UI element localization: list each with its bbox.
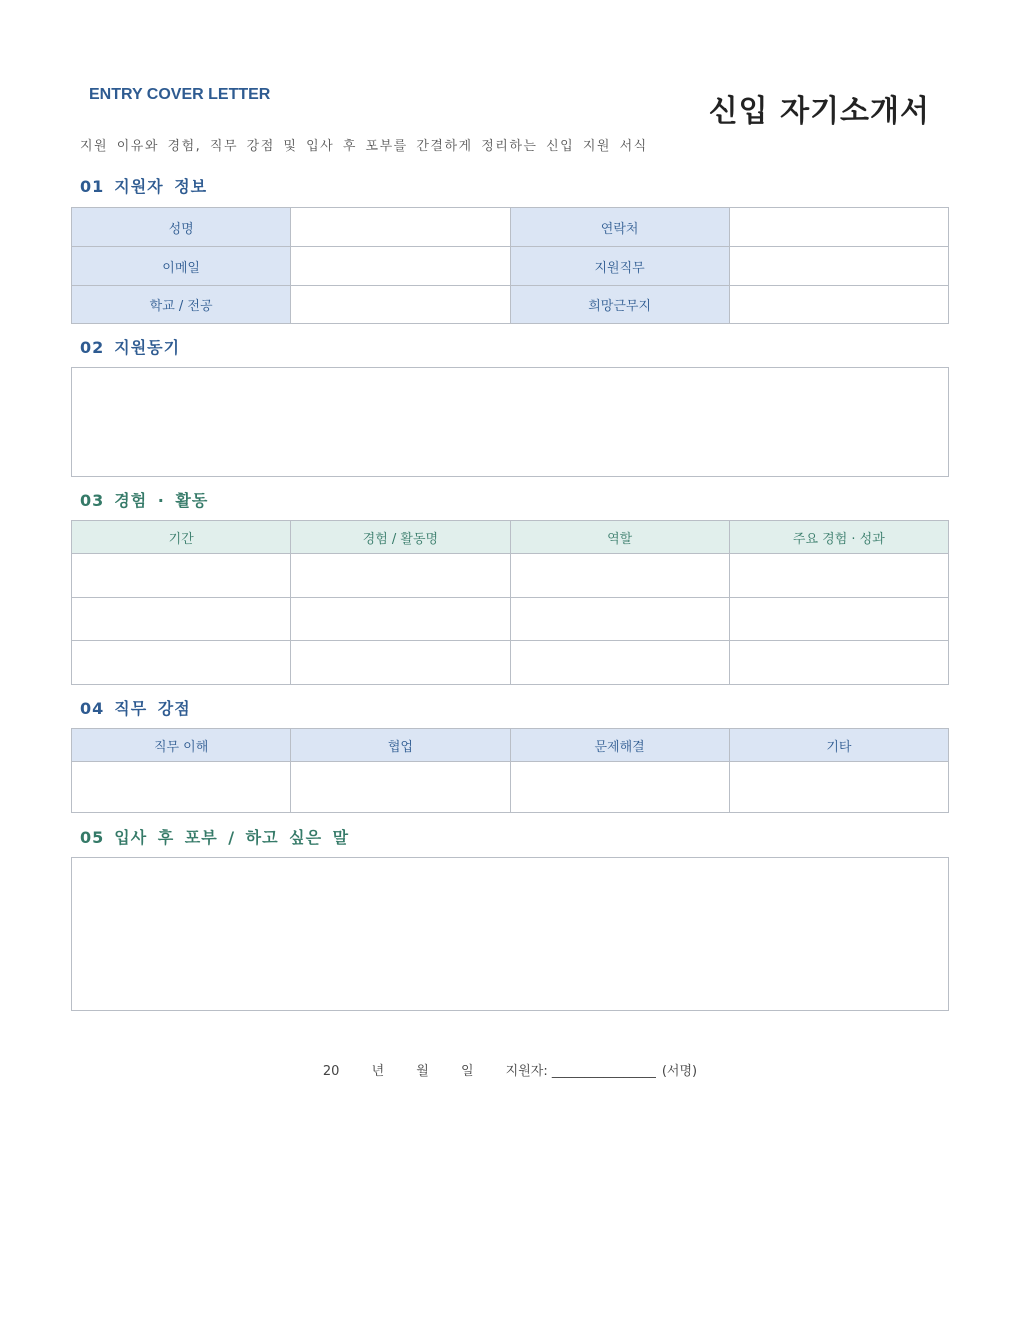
school-label: 학교 / 전공 xyxy=(72,286,291,324)
experience-header-result: 주요 경험 · 성과 xyxy=(729,521,948,554)
section-motivation-title xyxy=(80,335,180,358)
month-label: 월 xyxy=(416,1064,429,1079)
signature-blank[interactable]: ________________ xyxy=(551,1064,656,1079)
section-aspiration-title xyxy=(80,825,349,848)
strengths-header-other: 기타 xyxy=(729,729,948,762)
section-number: 02 xyxy=(80,338,105,357)
location-field[interactable] xyxy=(729,286,948,324)
year-label: 년 xyxy=(371,1064,385,1079)
strengths-header-understanding: 직무 이해 xyxy=(72,729,291,762)
section-label: 지원동기 xyxy=(114,338,181,357)
experience-header-period: 기간 xyxy=(72,521,291,554)
strengths-table xyxy=(71,728,949,813)
table-row xyxy=(72,762,949,813)
experience-cell[interactable] xyxy=(510,641,729,685)
experience-cell[interactable] xyxy=(729,641,948,685)
contact-label: 연락처 xyxy=(510,208,729,247)
experience-header-role: 역할 xyxy=(510,521,729,554)
name-label: 성명 xyxy=(72,208,291,247)
experience-cell[interactable] xyxy=(729,598,948,641)
section-number: 04 xyxy=(80,699,105,718)
section-strengths-title xyxy=(80,696,191,719)
experience-cell[interactable] xyxy=(72,641,291,685)
day-label: 일 xyxy=(460,1064,474,1079)
strengths-header-collaboration: 협업 xyxy=(291,729,510,762)
document-title: 신입 자기소개서 xyxy=(708,94,930,129)
position-label: 지원직무 xyxy=(510,247,729,286)
section-label: 경험 · 활동 xyxy=(114,491,209,510)
experience-table xyxy=(71,520,949,685)
experience-cell[interactable] xyxy=(291,554,510,598)
strengths-cell[interactable] xyxy=(729,762,948,813)
experience-cell[interactable] xyxy=(729,554,948,598)
applicant-label: 지원자: xyxy=(505,1064,552,1079)
experience-cell[interactable] xyxy=(72,598,291,641)
section-label: 지원자 정보 xyxy=(114,177,208,196)
table-row xyxy=(72,641,949,685)
aspiration-textbox[interactable] xyxy=(71,857,949,1011)
contact-field[interactable] xyxy=(729,208,948,247)
strengths-cell[interactable] xyxy=(291,762,510,813)
applicant-info-table xyxy=(71,207,949,324)
section-label: 입사 후 포부 / 하고 싶은 말 xyxy=(114,828,350,847)
strengths-cell[interactable] xyxy=(72,762,291,813)
experience-cell[interactable] xyxy=(72,554,291,598)
section-applicant-title xyxy=(80,174,207,197)
position-field[interactable] xyxy=(729,247,948,286)
section-number: 03 xyxy=(80,491,105,510)
experience-cell[interactable] xyxy=(510,598,729,641)
motivation-textbox[interactable] xyxy=(71,367,949,477)
table-row xyxy=(72,554,949,598)
email-field[interactable] xyxy=(291,247,510,286)
year-prefix: 20 xyxy=(322,1064,340,1079)
school-field[interactable] xyxy=(291,286,510,324)
signature-line xyxy=(0,1060,1020,1079)
strengths-cell[interactable] xyxy=(510,762,729,813)
sign-note: (서명) xyxy=(661,1064,698,1079)
name-field[interactable] xyxy=(291,208,510,247)
section-number: 05 xyxy=(80,828,105,847)
table-row xyxy=(72,598,949,641)
experience-cell[interactable] xyxy=(291,641,510,685)
section-label: 직무 강점 xyxy=(114,699,191,718)
eyebrow-label: ENTRY COVER LETTER xyxy=(89,86,271,103)
document-subtitle: 지원 이유와 경험, 직무 강점 및 입사 후 포부를 간결하게 정리하는 신입 지원 서식 xyxy=(80,139,648,154)
experience-header-activity: 경험 / 활동명 xyxy=(291,521,510,554)
section-experience-title xyxy=(80,488,208,511)
experience-cell[interactable] xyxy=(510,554,729,598)
strengths-header-problem-solving: 문제해결 xyxy=(510,729,729,762)
section-number: 01 xyxy=(80,177,105,196)
email-label: 이메일 xyxy=(72,247,291,286)
experience-cell[interactable] xyxy=(291,598,510,641)
location-label: 희망근무지 xyxy=(510,286,729,324)
